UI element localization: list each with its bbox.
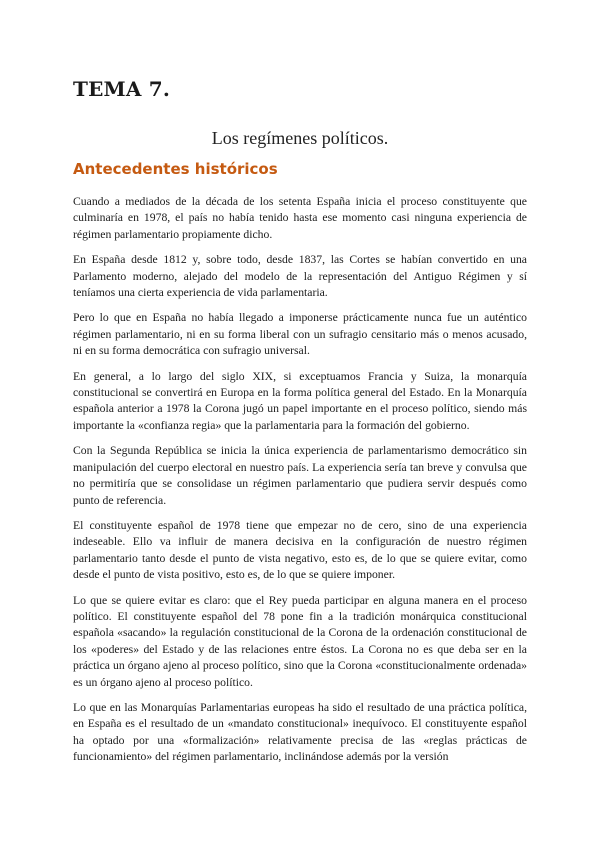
paragraph-2: En España desde 1812 y, sobre todo, desde 1837, las Cortes se habían convertido en una Parlamento moderno, alejado del modelo de la representación del Antiguo Régimen y sí teníamos una cierta experiencia de vida parlamentaria. [73,253,527,300]
paragraph-7: Lo que se quiere evitar es claro: que el Rey pueda participar en alguna manera en el proceso político. El constituyente español del 78 pone fin a la tradición monárquica constitucional española «sacando» la regulación constitucional de la Corona de la ordenación constitucional de los «poderes» del Estado y de las relaciones entre éstos. La Corona no es que deba ser en la práctica un órgano ajeno al proceso político, sino que la Corona «constitucionalmente ordenada» es un órgano ajeno al proceso político. [73,593,527,689]
paragraph-6: El constituyente español de 1978 tiene que empezar no de cero, sino de una experiencia indeseable. Ello va influir de manera decisiva en la configuración de nuestro régimen parlamentario tanto desde el punto de vista negativo, esto es, de lo que se quiere evitar, como desde el punto de vista positivo, esto es, de lo que se quiere imponer. [73,518,527,582]
document-body [73,194,527,775]
paragraph-3: Pero lo que en España no había llegado a imponerse prácticamente nunca fue un auténtico régimen parlamentario, ni en su forma liberal con un sufragio censitario más o menos acusado, ni en su forma democrática con sufragio universal. [73,311,527,358]
tema-title: TEMA 7. [73,77,171,101]
paragraph-1: Cuando a mediados de la década de los setenta España inicia el proceso constituyente que culminaría en 1978, el país no había tenido hasta ese momento casi ninguna experiencia de régimen parlamentario propiamente dicho. [73,195,527,241]
document-subtitle: Los regímenes políticos. [211,128,389,148]
paragraph-8: Lo que en las Monarquías Parlamentarias europeas ha sido el resultado de una práctica política, en España es el resultado de un «mandato constitucional» inequívoco. El constituyente español ha optado por una «formalización» relativamente precisa de las «reglas prácticas de funcionamiento» del régimen parlamentario, inclinándose además por la versión [73,700,527,764]
paragraph-4: En general, a lo largo del siglo XIX, si exceptuamos Francia y Suiza, la monarquía constitucional se convertirá en Europa en la forma política general del Estado. En la Monarquía española anterior a 1978 la Corona jugó un papel importante en el proceso político, siendo más importante la «confianza regia» que la parlamentaria para la formación del gobierno. [73,369,527,432]
section-heading: Antecedentes históricos [73,160,278,178]
paragraph-5: Con la Segunda República se inicia la única experiencia de parlamentarismo democrático sin manipulación del cuerpo electoral en nuestro país. La experiencia sería tan breve y convulsa que no permitiría que se consolidase un régimen parlamentario que pudiera servir después como punto de referencia. [73,444,527,507]
